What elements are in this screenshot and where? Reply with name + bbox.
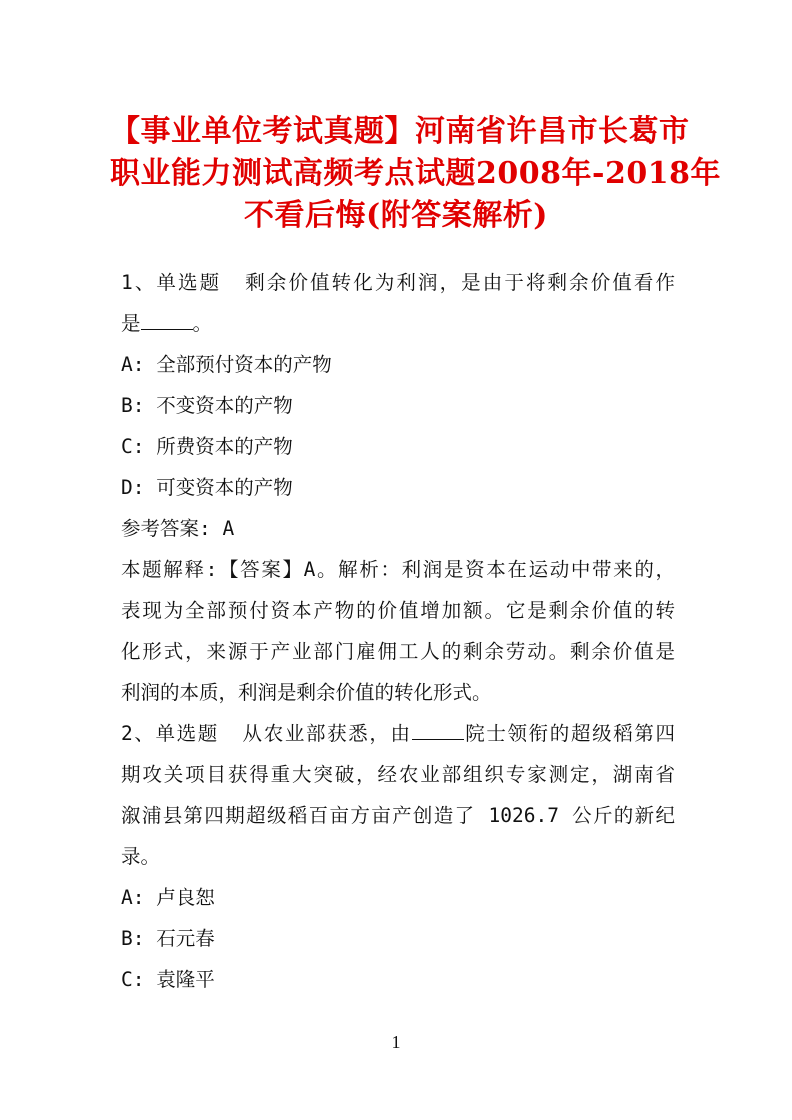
title-line-2: 职业能力测试高频考点试题2008年-2018年	[110, 156, 721, 191]
question-1	[121, 262, 675, 1000]
q1-stem-text: 剩余价值转化为利润，是由于将剩余价值看作	[243, 271, 675, 294]
q2-option-a: A: 卢良恕	[121, 886, 215, 909]
title-line-1: 【事业单位考试真题】河南省许昌市长葛市	[110, 114, 690, 149]
q1-explanation-line-3: 化形式，来源于产业部门雇佣工人的剩余劳动。剩余价值是	[121, 640, 675, 663]
q1-answer-blank	[141, 311, 193, 330]
q2-option-b: B: 石元春	[121, 927, 215, 950]
q1-option-b: B: 不变资本的产物	[121, 394, 293, 417]
q1-stem-line-1	[121, 262, 675, 303]
q1-explanation-line-4: 利润的本质，利润是剩余价值的转化形式。	[121, 681, 492, 704]
q1-answer: 参考答案: A	[121, 517, 235, 540]
q1-explanation-line-1: 本题解释:【答案】A。解析：利润是资本在运动中带来的，	[121, 558, 675, 581]
page-number: 1	[391, 1032, 401, 1052]
q2-number: 2、单选题	[121, 722, 219, 745]
q2-stem-line-4: 录。	[121, 845, 161, 868]
q2-stem-line-3: 溆浦县第四期超级稻百亩方亩产创造了 1026.7 公斤的新纪	[121, 804, 675, 827]
q1-stem-line-2	[121, 303, 675, 344]
q1-option-a: A: 全部预付资本的产物	[121, 353, 332, 376]
q1-stem-pre: 是	[121, 312, 141, 335]
q2-stem-post: 院士领衔的超级稻第四	[463, 722, 675, 745]
q1-option-d: D: 可变资本的产物	[121, 476, 293, 499]
q1-number: 1、单选题	[121, 271, 222, 294]
q2-stem-line-2: 期攻关项目获得重大突破，经农业部组织专家测定，湖南省	[121, 763, 675, 786]
q2-stem-line-1	[121, 713, 675, 754]
q1-option-c: C: 所费资本的产物	[121, 435, 293, 458]
q2-stem-pre: 从农业部获悉，由	[240, 722, 412, 745]
document-title	[110, 112, 721, 238]
q1-stem-post: 。	[192, 312, 213, 335]
title-line-3: 不看后悔(附答案解析)	[244, 198, 548, 233]
q1-explanation-line-2: 表现为全部预付资本产物的价值增加额。它是剩余价值的转	[121, 599, 675, 622]
q2-answer-blank	[412, 721, 464, 740]
q2-option-c: C: 袁隆平	[121, 968, 215, 991]
